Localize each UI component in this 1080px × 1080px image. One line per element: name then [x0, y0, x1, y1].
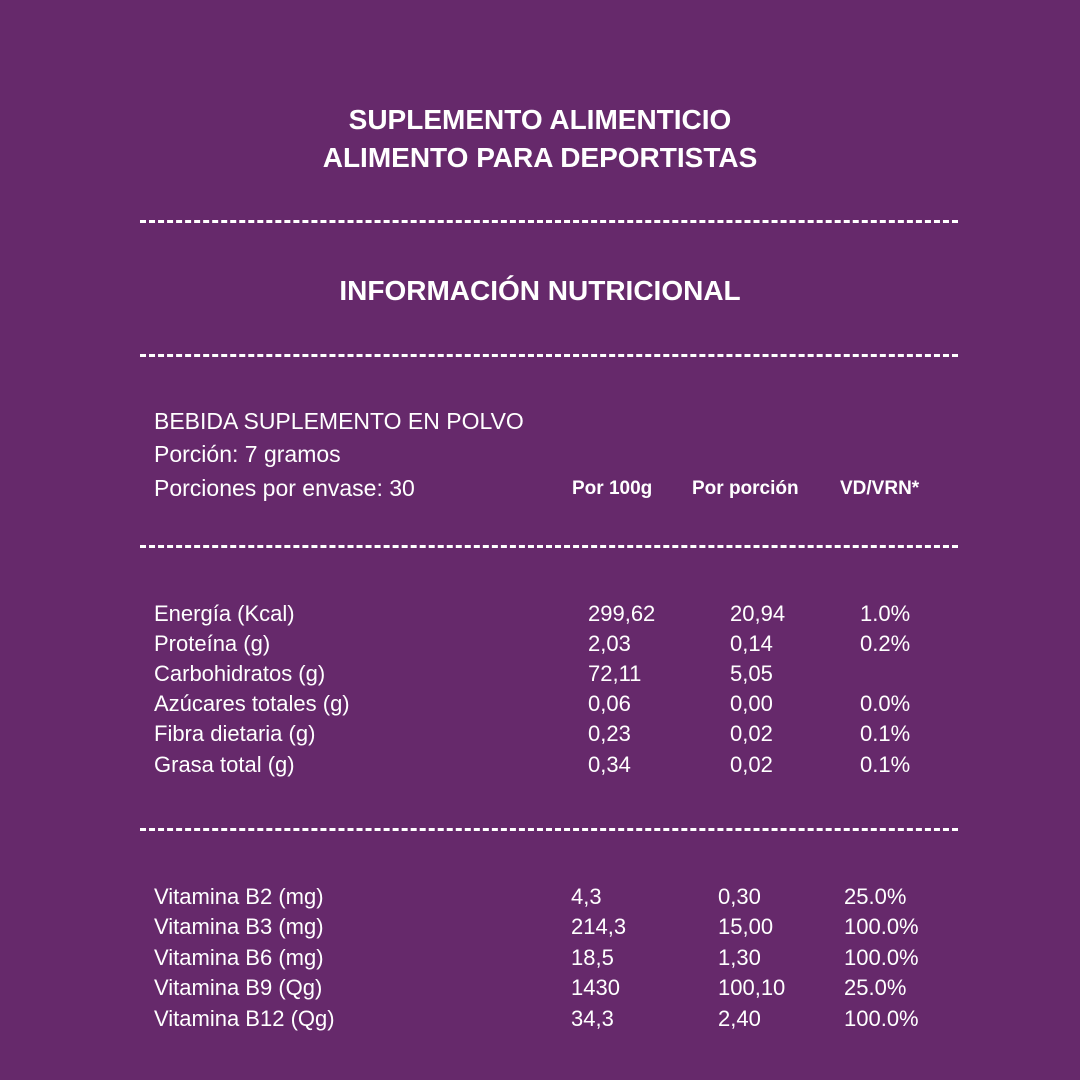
vitamin-row	[0, 973, 1080, 1003]
column-header-per-100g: Por 100g	[572, 478, 653, 499]
vitamin-per-100g: 4,3	[571, 884, 602, 909]
nutrient-per-100g: 0,06	[588, 691, 631, 716]
nutrient-label: Carbohidratos (g)	[154, 661, 326, 686]
nutrient-per-portion: 0,00	[730, 691, 773, 716]
nutrient-row	[0, 659, 1080, 689]
vitamin-per-100g: 34,3	[571, 1006, 614, 1031]
portion-size: Porción: 7 gramos	[154, 441, 341, 467]
column-header-per-portion: Por porción	[692, 478, 799, 499]
vitamin-label: Vitamina B6 (mg)	[154, 945, 324, 970]
nutrient-row	[0, 599, 1080, 629]
vitamin-row	[0, 882, 1080, 912]
nutrient-per-portion: 0,14	[730, 631, 773, 656]
vitamin-row	[0, 943, 1080, 973]
product-name: BEBIDA SUPLEMENTO EN POLVO	[154, 408, 524, 434]
vitamin-vd: 25.0%	[844, 975, 907, 1000]
vitamin-per-portion: 100,10	[718, 975, 786, 1000]
column-header-vd: VD/VRN*	[840, 478, 920, 499]
nutrient-row	[0, 629, 1080, 659]
nutrient-label: Proteína (g)	[154, 631, 271, 656]
nutrient-vd: 0.0%	[860, 691, 911, 716]
nutrient-per-100g: 0,23	[588, 721, 631, 746]
nutrient-label: Azúcares totales (g)	[154, 691, 350, 716]
vitamin-label: Vitamina B2 (mg)	[154, 884, 324, 909]
vitamin-vd: 25.0%	[844, 884, 907, 909]
nutrient-per-portion: 5,05	[730, 661, 773, 686]
nutrient-per-portion: 0,02	[730, 752, 773, 777]
dashed-divider	[140, 828, 958, 831]
label-title-line1: SUPLEMENTO ALIMENTICIO	[348, 104, 732, 135]
nutrient-vd: 0.1%	[860, 752, 911, 777]
vitamin-label: Vitamina B3 (mg)	[154, 914, 324, 939]
dashed-divider	[140, 354, 958, 357]
vitamin-vd: 100.0%	[844, 914, 919, 939]
nutrient-row	[0, 750, 1080, 780]
vitamin-label: Vitamina B9 (Qg)	[154, 975, 323, 1000]
dashed-divider	[140, 220, 958, 223]
label-title-line2: ALIMENTO PARA DEPORTISTAS	[322, 142, 758, 173]
section-title: INFORMACIÓN NUTRICIONAL	[339, 275, 741, 306]
nutrient-row	[0, 689, 1080, 719]
vitamin-label: Vitamina B12 (Qg)	[154, 1006, 335, 1031]
nutrient-per-100g: 2,03	[588, 631, 631, 656]
vitamin-per-100g: 214,3	[571, 914, 627, 939]
vitamin-per-portion: 1,30	[718, 945, 761, 970]
vitamin-vd: 100.0%	[844, 945, 919, 970]
vitamin-per-100g: 18,5	[571, 945, 614, 970]
vitamin-row	[0, 1004, 1080, 1034]
vitamin-row	[0, 912, 1080, 942]
nutrient-per-portion: 20,94	[730, 601, 786, 626]
vitamin-per-portion: 2,40	[718, 1006, 761, 1031]
nutrient-label: Fibra dietaria (g)	[154, 721, 316, 746]
vitamin-vd: 100.0%	[844, 1006, 919, 1031]
dashed-divider	[140, 545, 958, 548]
nutrient-label: Grasa total (g)	[154, 752, 295, 777]
nutrient-vd: 1.0%	[860, 601, 911, 626]
nutrient-vd: 0.1%	[860, 721, 911, 746]
nutrient-per-100g: 72,11	[588, 661, 642, 686]
vitamin-per-portion: 15,00	[718, 914, 774, 939]
servings-per-container: Porciones por envase: 30	[154, 475, 415, 501]
vitamin-per-portion: 0,30	[718, 884, 761, 909]
vitamin-per-100g: 1430	[571, 975, 620, 1000]
nutrient-vd: 0.2%	[860, 631, 911, 656]
nutrient-per-100g: 299,62	[588, 601, 656, 626]
nutrient-row	[0, 719, 1080, 749]
nutrient-per-100g: 0,34	[588, 752, 631, 777]
nutrient-label: Energía (Kcal)	[154, 601, 295, 626]
nutrient-per-portion: 0,02	[730, 721, 773, 746]
